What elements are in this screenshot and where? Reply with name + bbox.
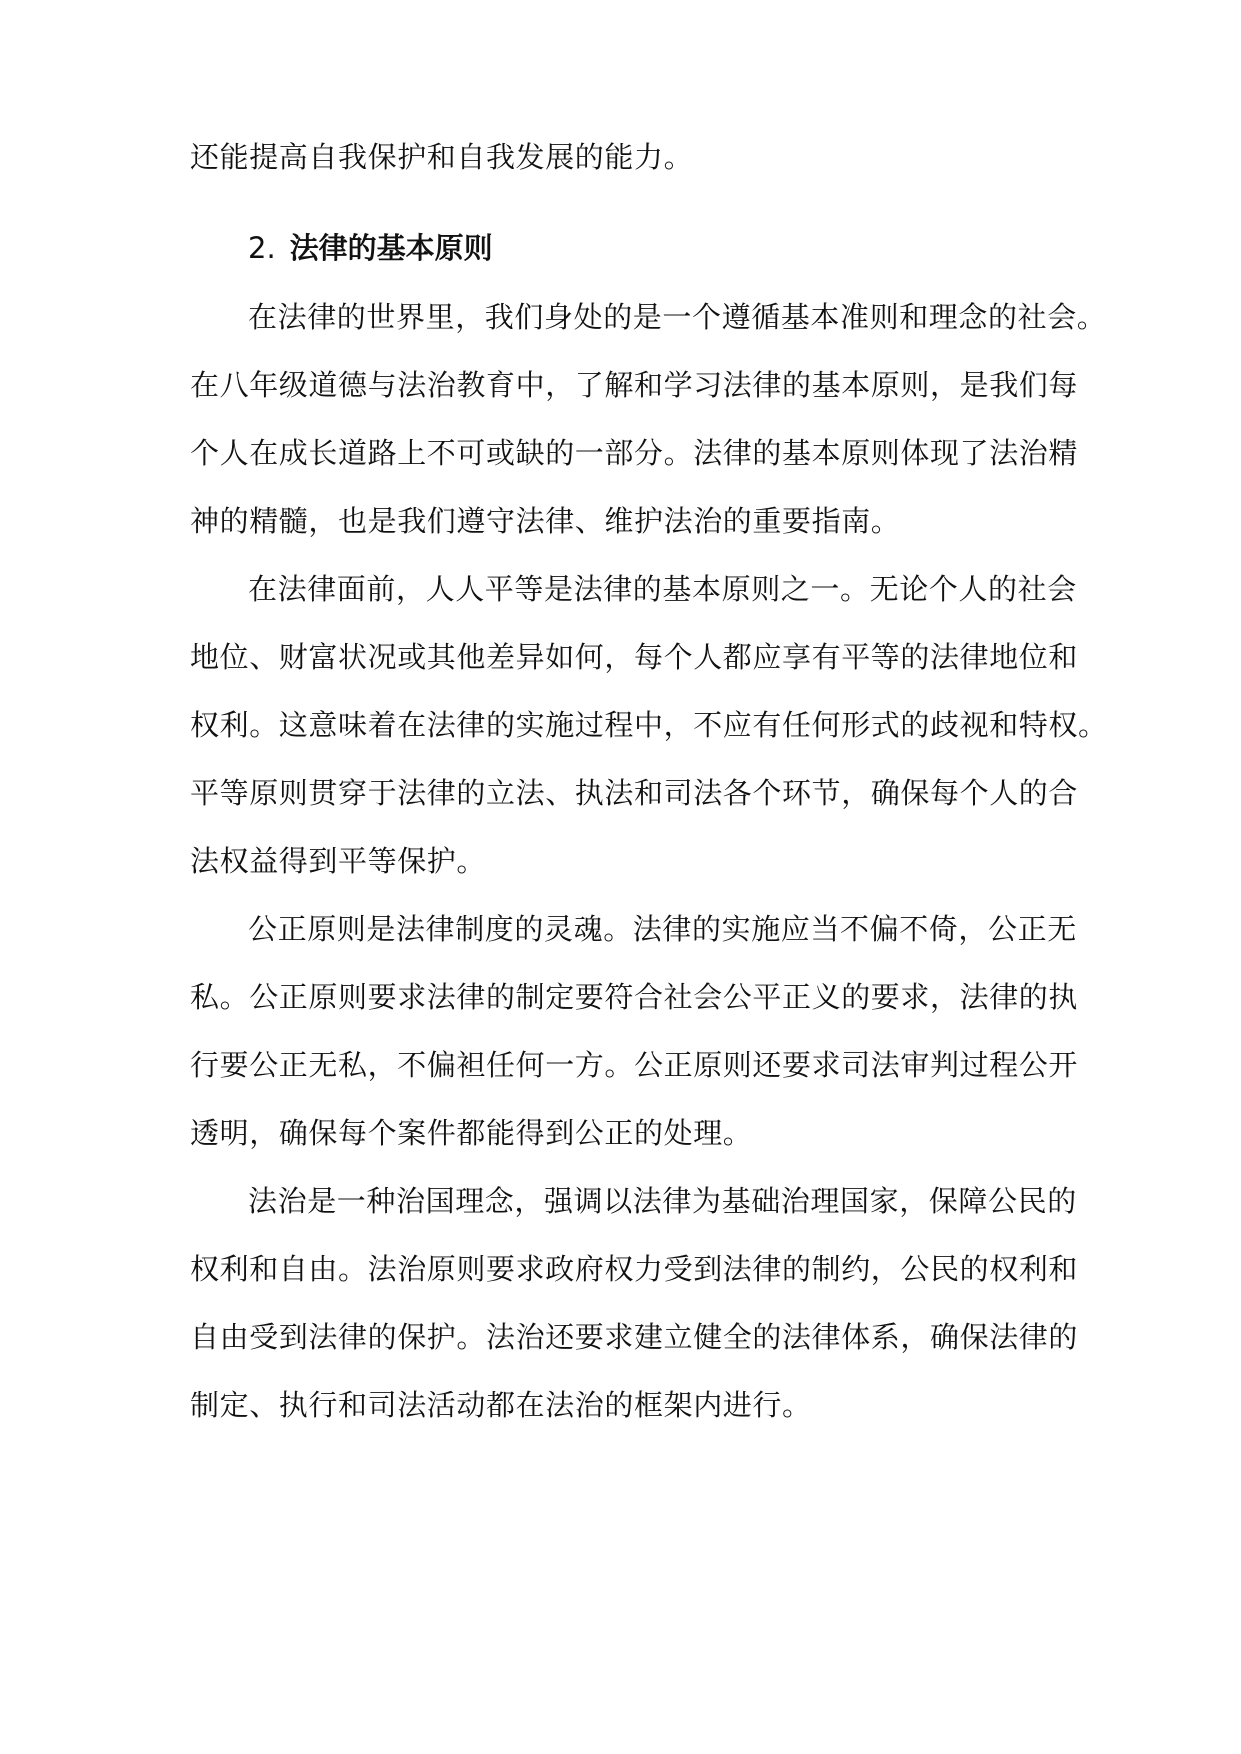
paragraph-line: 神的精髓，也是我们遵守法律、维护法治的重要指南。 [190,504,901,538]
paragraph-line: 权利。这意味着在法律的实施过程中，不应有任何形式的歧视和特权。 [190,708,1108,742]
paragraph-line: 法治是一种治国理念，强调以法律为基础治理国家，保障公民的 [248,1184,1077,1218]
paragraph-line: 权利和自由。法治原则要求政府权力受到法律的制约，公民的权利和 [190,1252,1079,1286]
paragraph-line: 在法律面前，人人平等是法律的基本原则之一。无论个人的社会 [248,572,1077,606]
paragraph-line: 在法律的世界里，我们身处的是一个遵循基本准则和理念的社会。 [248,300,1107,334]
paragraph-line: 法权益得到平等保护。 [190,844,487,878]
section-number: 2. [248,231,276,265]
paragraph-line: 个人在成长道路上不可或缺的一部分。法律的基本原则体现了法治精 [190,436,1079,470]
paragraph-line: 制定、执行和司法活动都在法治的框架内进行。 [190,1388,812,1422]
paragraph-line: 地位、财富状况或其他差异如何，每个人都应享有平等的法律地位和 [190,640,1079,674]
lead-text-line: 还能提高自我保护和自我发展的能力。 [190,140,694,174]
paragraph-line: 在八年级道德与法治教育中，了解和学习法律的基本原则，是我们每 [190,368,1079,402]
paragraph-line: 私。公正原则要求法律的制定要符合社会公平正义的要求，法律的执 [190,980,1079,1014]
paragraph-line: 自由受到法律的保护。法治还要求建立健全的法律体系，确保法律的 [190,1320,1079,1354]
paragraph-line: 行要公正无私，不偏袒任何一方。公正原则还要求司法审判过程公开 [190,1048,1079,1082]
section-title: 法律的基本原则 [289,231,493,265]
paragraph-line: 平等原则贯穿于法律的立法、执法和司法各个环节，确保每个人的合 [190,776,1079,810]
section-heading [248,228,493,268]
paragraph-line: 透明，确保每个案件都能得到公正的处理。 [190,1116,753,1150]
paragraph-line: 公正原则是法律制度的灵魂。法律的实施应当不偏不倚，公正无 [248,912,1077,946]
